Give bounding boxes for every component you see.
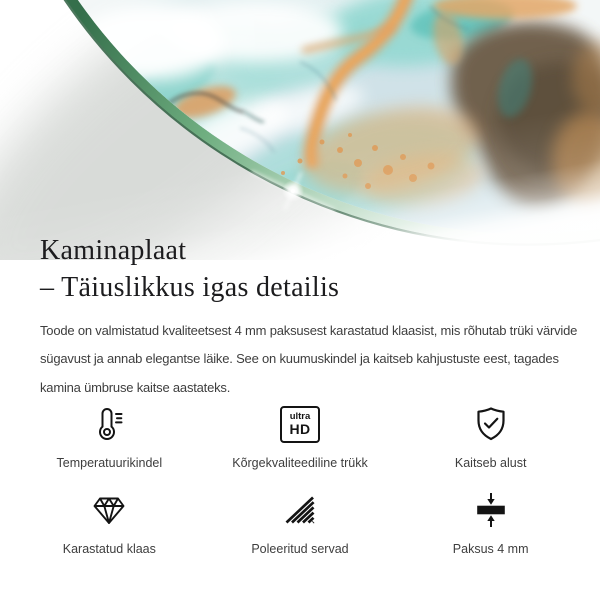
polished-edges-icon xyxy=(280,486,320,534)
ultra-hd-icon xyxy=(280,400,320,448)
feature-temperature-resistant xyxy=(14,400,205,486)
product-description xyxy=(40,317,577,402)
diamond-icon xyxy=(89,486,129,534)
feature-label: Temperatuurikindel xyxy=(56,456,163,470)
feature-tempered-glass xyxy=(14,486,205,572)
shield-check-icon xyxy=(471,400,511,448)
thickness-icon xyxy=(471,486,511,534)
feature-high-quality-print xyxy=(205,400,396,486)
features-grid xyxy=(14,400,586,572)
thermometer-icon xyxy=(89,400,129,448)
description-line: Toode on valmistatud kvaliteetsest 4 mm paksusest karastatud klaasist, mis rõhutab trüki värvide xyxy=(40,323,578,338)
glass-plate-art xyxy=(0,0,600,260)
ultra-hd-badge xyxy=(280,406,320,443)
product-image-glass-plate xyxy=(0,0,600,260)
description-line: sügavust ja annab elegantse läike. See on kuumuskindel ja kaitseb kahjustuste eest, tagades xyxy=(40,351,559,367)
ultra-hd-badge-bottom: HD xyxy=(289,421,311,438)
feature-label: Paksus 4 mm xyxy=(452,542,529,556)
feature-polished-edges xyxy=(205,486,396,572)
feature-protects-base xyxy=(395,400,586,486)
page-title-line1: Kaminaplaat xyxy=(40,235,187,266)
feature-label: Kõrgekvaliteediline trükk xyxy=(232,456,368,470)
feature-label: Kaitseb alust xyxy=(454,456,527,470)
feature-thickness-4mm xyxy=(395,486,586,572)
feature-label: Poleeritud servad xyxy=(251,542,349,556)
plate-fade xyxy=(0,0,600,260)
page-title xyxy=(40,232,339,306)
ultra-hd-badge-top: ultra xyxy=(289,410,311,422)
feature-label: Karastatud klaas xyxy=(62,542,156,556)
description-line: kamina ümbruse kaitse aastateks. xyxy=(40,379,231,395)
page-title-line2: – Täiuslikkus igas detailis xyxy=(40,272,340,303)
